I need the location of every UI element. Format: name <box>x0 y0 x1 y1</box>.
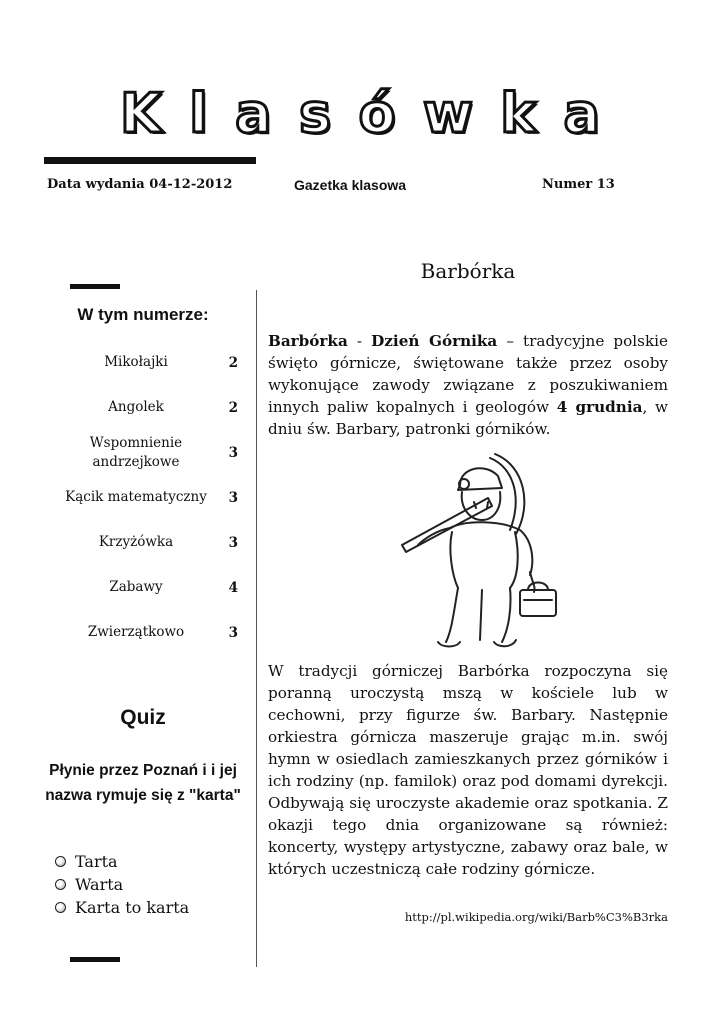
quiz-options <box>55 850 189 919</box>
toc-item-name: Mikołajki <box>104 354 168 370</box>
toc-item-name: Angolek <box>108 399 164 415</box>
toc-item-page: 3 <box>228 624 238 641</box>
quiz-title: Quiz <box>120 706 166 729</box>
toc-item[interactable] <box>58 475 238 520</box>
article-lead-paragraph <box>268 330 668 440</box>
toc-item-name: Wspomnienie andrzejkowe <box>89 434 183 470</box>
masthead-letter: a <box>235 81 272 145</box>
toc-title: W tym numerze: <box>77 305 209 324</box>
toc-item-page: 3 <box>228 489 238 506</box>
radio-icon[interactable] <box>55 879 66 890</box>
toc-item[interactable] <box>58 610 238 655</box>
radio-icon[interactable] <box>55 902 66 913</box>
masthead-title <box>120 78 600 148</box>
masthead-letter: ó <box>358 81 396 145</box>
column-divider <box>256 290 257 967</box>
highlight-date: 4 grudnia <box>556 398 643 416</box>
masthead-letter: w <box>422 81 473 145</box>
masthead-letter: k <box>500 81 537 145</box>
paper-type: Gazetka klasowa <box>294 177 407 193</box>
toc-item-page: 4 <box>228 579 238 596</box>
header-rule <box>44 157 256 164</box>
radio-icon[interactable] <box>55 856 66 867</box>
article-title: Barbórka <box>420 259 516 283</box>
quiz-option[interactable] <box>55 873 189 896</box>
toc-item[interactable] <box>58 520 238 565</box>
lead-term: Barbórka <box>268 332 348 350</box>
toc-item-page: 3 <box>228 444 238 461</box>
masthead-letter: K <box>120 81 162 145</box>
toc-item-page: 3 <box>228 534 238 551</box>
sidebar-divider <box>70 284 120 289</box>
lead-term: Dzień Górnika <box>371 332 498 350</box>
masthead-letter: a <box>563 81 600 145</box>
paragraph-text: , w dniu św. Barbary, patronki górników. <box>268 398 669 438</box>
toc-item[interactable] <box>58 430 238 475</box>
quiz-question: Płynie przez Poznań i i jej nazwa rymuje się z "karta" <box>45 762 241 804</box>
sidebar-divider <box>70 957 120 962</box>
toc-item-name: Zabawy <box>109 579 163 595</box>
issue-date: Data wydania 04-12-2012 <box>47 177 233 192</box>
toc-item[interactable] <box>58 565 238 610</box>
quiz-option[interactable] <box>55 850 189 873</box>
quiz-option[interactable] <box>55 896 189 919</box>
toc-item-page: 2 <box>228 399 238 416</box>
source-link[interactable]: http://pl.wikipedia.org/wiki/Barb%C3%B3rka <box>404 910 668 924</box>
quiz-option-label: Karta to karta <box>75 898 190 917</box>
toc-item[interactable] <box>58 385 238 430</box>
toc-item[interactable] <box>58 340 238 385</box>
toc-item-name: Krzyżówka <box>98 534 174 550</box>
quiz-option-label: Tarta <box>75 852 118 871</box>
quiz-option-label: Warta <box>75 875 124 894</box>
toc-item-page: 2 <box>228 354 238 371</box>
toc-item-name: Zwierzątkowo <box>87 624 185 640</box>
article-body-paragraph: W tradycji górniczej Barbórka rozpoczyna się poranną uroczystą mszą w kościele lub w cechowni, przy figurze św. Barbary. Następnie orkiestra górnicza maszeruje grając m.in. swój hymn w osiedlach zamieszkanych przez górników i ich rodziny (np. familok) oraz pod domami dyrekcji. Odbywają się uroczyste akademie oraz spotkania. Z okazji tego dnia organizowane są również: koncerty, występy artystyczne, zabawy oraz bale, w których uczestniczą całe rodziny górnicze. <box>268 662 668 878</box>
issue-number: Numer 13 <box>542 177 615 192</box>
masthead-letter: s <box>298 81 332 145</box>
lead-separator: - <box>347 332 372 350</box>
paragraph-text: – tradycyjne polskie święto górnicze, świętowane także przez osoby wykonujące zawody związane z poszukiwaniem innych paliw kopalnych i geologów <box>268 332 668 416</box>
toc-item-name: Kącik matematyczny <box>65 489 207 505</box>
miner-illustration <box>390 450 570 650</box>
masthead-letter: l <box>189 81 208 145</box>
table-of-contents <box>58 340 238 655</box>
